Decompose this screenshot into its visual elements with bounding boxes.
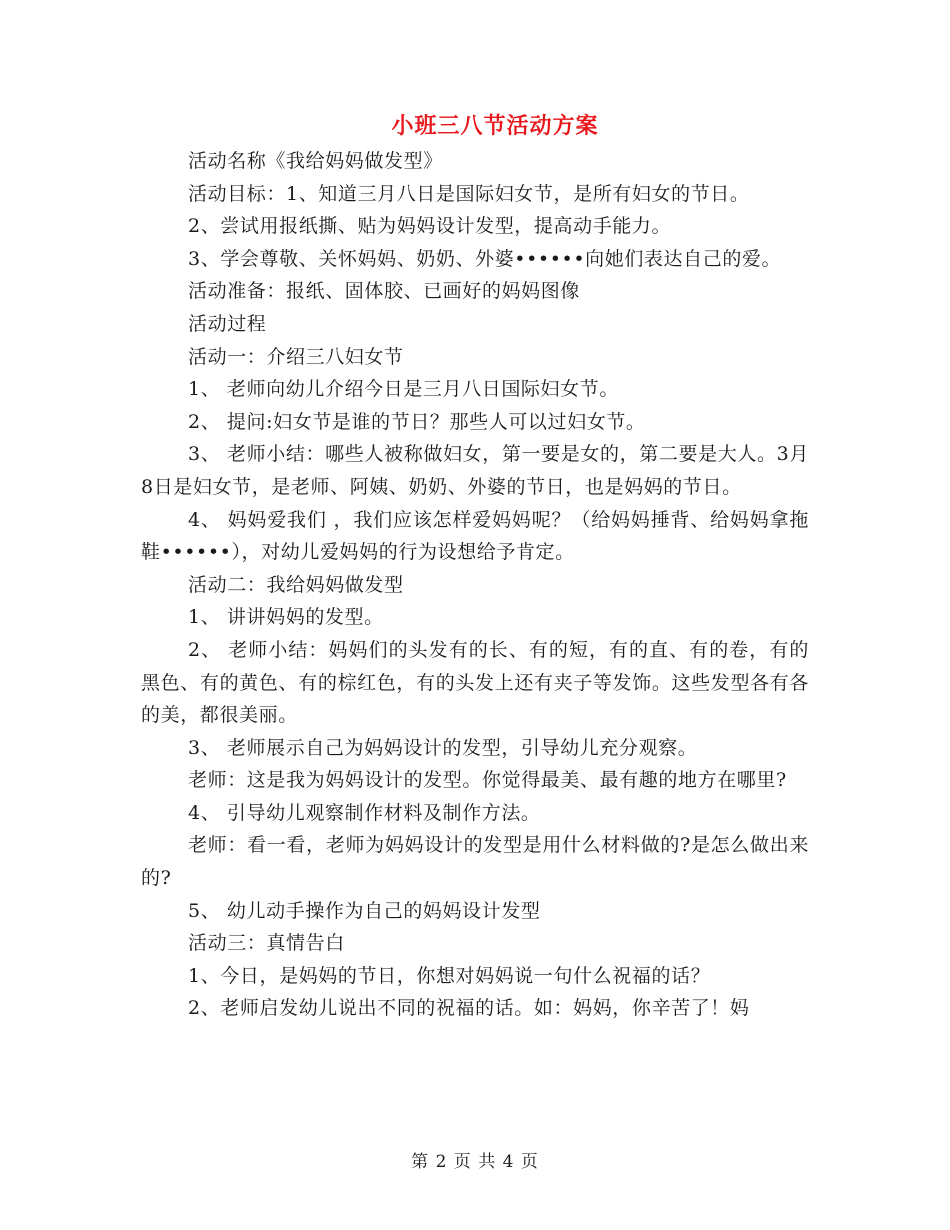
paragraph: 1、 讲讲妈妈的发型。	[188, 606, 384, 629]
paragraph: 1、 老师向幼儿介绍今日是三月八日国际妇女节。	[188, 378, 619, 401]
paragraph: 5、 幼儿动手操作为自己的妈妈设计发型	[188, 899, 541, 922]
page-footer: 第 2 页 共 4 页	[411, 1152, 539, 1172]
paragraph: 活动过程	[188, 312, 267, 335]
paragraph: 活动名称《我给妈妈做发型》	[188, 150, 443, 172]
paragraph: 老师：看一看，老师为妈妈设计的发型是用什么材料做的?是怎么做出来的?	[141, 834, 809, 890]
paragraph: 2、 老师小结：妈妈们的头发有的长、有的短，有的直、有的卷，有的黑色、有的黄色、有的棕红色，有的头发上还有夹子等发饰。这些发型各有各的美，都很美丽。	[141, 638, 809, 727]
paragraph: 4、 妈妈爱我们 ，我们应该怎样爱妈妈呢？（给妈妈捶背、给妈妈拿拖鞋••••••），对幼儿爱妈妈的行为设想给予肯定。	[141, 508, 809, 564]
paragraph: 1、今日，是妈妈的节日，你想对妈妈说一句什么祝福的话？	[188, 964, 711, 987]
paragraph: 活动一：介绍三八妇女节	[188, 345, 404, 368]
document-body	[141, 145, 809, 1025]
paragraph: 活动目标：1、知道三月八日是国际妇女节，是所有妇女的节日。	[188, 182, 750, 205]
paragraph: 2、尝试用报纸撕、贴为妈妈设计发型，提高动手能力。	[188, 215, 672, 238]
document-title: 小班三八节活动方案	[391, 113, 599, 139]
paragraph: 3、 老师展示自己为妈妈设计的发型，引导幼儿充分观察。	[188, 736, 698, 759]
paragraph: 活动二：我给妈妈做发型	[188, 573, 404, 596]
paragraph: 3、学会尊敬、关怀妈妈、奶奶、外婆••••••向她们表达自己的爱。	[188, 247, 782, 270]
paragraph: 3、 老师小结：哪些人被称做妇女，第一要是女的，第二要是大人。3月8日是妇女节，是老师、阿姨、奶奶、外婆的节日，也是妈妈的节日。	[141, 443, 809, 498]
paragraph: 4、 引导幼儿观察制作材料及制作方法。	[188, 801, 541, 824]
paragraph: 2、老师启发幼儿说出不同的祝福的话。如：妈妈，你辛苦了！妈	[188, 997, 750, 1020]
paragraph: 老师：这是我为妈妈设计的发型。你觉得最美、最有趣的地方在哪里?	[188, 769, 787, 792]
paragraph: 2、 提问:妇女节是谁的节日？那些人可以过妇女节。	[188, 410, 646, 433]
paragraph: 活动准备：报纸、固体胶、已画好的妈妈图像	[188, 280, 581, 303]
paragraph: 活动三：真情告白	[188, 932, 345, 955]
